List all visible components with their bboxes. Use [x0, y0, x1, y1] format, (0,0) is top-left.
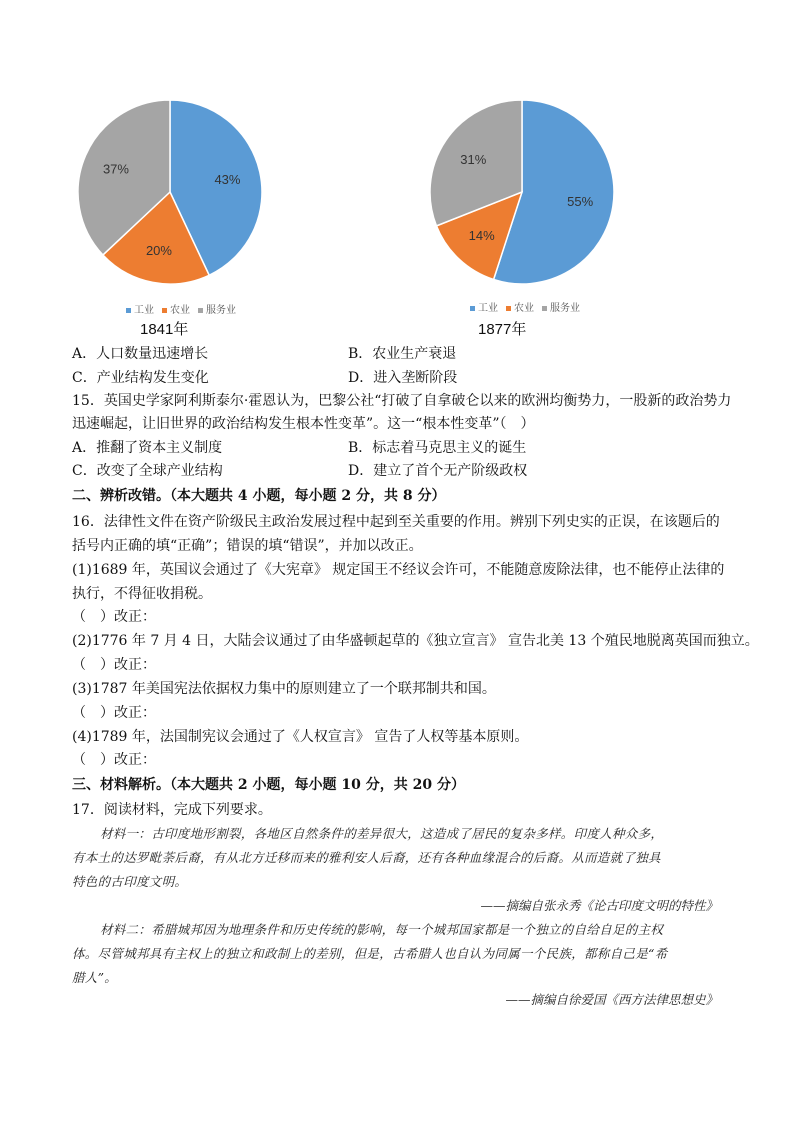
q16-item4-answer: （ ）改正：: [72, 752, 156, 768]
legend-1841: [126, 301, 236, 316]
pie-1841-svg: [70, 92, 270, 292]
material-two-source: ——摘编自徐爱国《西方法律思想史》: [505, 992, 718, 1007]
legend-item-agriculture: 农业: [162, 301, 190, 316]
q16-item2-answer: （ ）改正：: [72, 657, 156, 673]
q14-option-d: D．进入垄断阶段: [348, 370, 458, 386]
q16-item4: (4)1789 年，法国制宪议会通过了《人权宣言》 宣告了人权等基本原则。: [72, 729, 529, 745]
material-one-source: ——摘编自张永秀《论古印度文明的特性》: [480, 898, 718, 913]
q17-stem: 17．阅读材料，完成下列要求。: [72, 802, 272, 818]
q16-item3: (3)1787 年美国宪法依据权力集中的原则建立了一个联邦制共和国。: [72, 681, 496, 697]
material-one-line2: 有本土的达罗毗荼后裔，有从北方迁移而来的雅利安人后裔，还有各种血缘混合的后裔。从而造就了独具: [72, 850, 661, 865]
q16-item1-line2: 执行，不得征收捐税。: [72, 586, 212, 602]
pie-chart-1841: [70, 92, 270, 292]
q15-option-b: B．标志着马克思主义的诞生: [348, 440, 527, 456]
legend-item-service: 服务业: [198, 301, 236, 316]
data-label-agriculture: 20%: [145, 242, 172, 258]
legend-item-industry: 工业: [470, 299, 498, 314]
data-label-industry: 55%: [567, 194, 594, 210]
q16-item2: (2)1776 年 7 月 4 日，大陆会议通过了由华盛顿起草的《独立宣言》 宣告北美 13 个殖民地脱离英国而独立。: [72, 633, 759, 649]
q15-option-c: C．改变了全球产业结构: [72, 463, 223, 479]
q15-option-d: D．建立了首个无产阶级政权: [348, 463, 528, 479]
legend-item-industry: 工业: [126, 301, 154, 316]
material-two-line1: 材料二：希腊城邦因为地理条件和历史传统的影响，每一个城邦国家都是一个独立的自给自足的主权: [100, 922, 664, 937]
material-one-line1: 材料一：古印度地形割裂，各地区自然条件的差异很大，这造成了居民的复杂多样。印度人种众多，: [100, 826, 664, 841]
data-label-agriculture: 14%: [468, 227, 495, 243]
q14-option-a: A．人口数量迅速增长: [72, 346, 209, 362]
q16-stem-line1: 16．法律性文件在资产阶级民主政治发展过程中起到至关重要的作用。辨别下列史实的正误，在该题后的: [72, 514, 720, 530]
legend-item-service: 服务业: [542, 299, 580, 314]
q16-item3-answer: （ ）改正：: [72, 705, 156, 721]
material-two: [72, 918, 722, 990]
data-label-service: 37%: [102, 161, 129, 177]
q16-stem-line2: 括号内正确的填“正确”；错误的填“错误”，并加以改正。: [72, 538, 423, 554]
legend-item-agriculture: 农业: [506, 299, 534, 314]
material-two-line2: 体。尽管城邦具有主权上的独立和政制上的差别，但是，古希腊人也自认为同属一个民族，都称自己是“希: [72, 946, 668, 961]
q15-stem-line2: 迅速崛起，让旧世界的政治结构发生根本性变革”。这一“根本性变革”（ ）: [72, 416, 535, 432]
material-two-line3: 腊人”。: [72, 970, 118, 985]
section2-heading: 二、辨析改错。（本大题共 4 小题，每小题 2 分，共 8 分）: [72, 488, 446, 504]
q15-option-a: A．推翻了资本主义制度: [72, 440, 223, 456]
material-one: [72, 822, 722, 894]
section3-heading: 三、材料解析。（本大题共 2 小题，每小题 10 分，共 20 分）: [72, 777, 465, 793]
chart-title-1877: 1877年: [478, 321, 527, 338]
data-label-service: 31%: [460, 151, 487, 167]
q16-item1-answer: （ ）改正：: [72, 609, 156, 625]
q14-option-b: B．农业生产衰退: [348, 346, 457, 362]
legend-1877: [470, 299, 580, 314]
material-one-line3: 特色的古印度文明。: [72, 874, 188, 889]
data-label-industry: 43%: [214, 172, 241, 188]
q16-item1-line1: (1)1689 年，英国议会通过了《大宪章》 规定国王不经议会许可，不能随意废除法律，也不能停止法律的: [72, 562, 725, 578]
q15-stem-line1: 15．英国史学家阿利斯泰尔·霍恩认为，巴黎公社“打破了自拿破仑以来的欧洲均衡势力，一股新的政治势力: [72, 393, 732, 409]
chart-title-1841: 1841年: [140, 321, 189, 338]
q14-option-c: C．产业结构发生变化: [72, 370, 209, 386]
pie-1877-svg: [422, 92, 622, 292]
pie-chart-1877: [422, 92, 622, 292]
